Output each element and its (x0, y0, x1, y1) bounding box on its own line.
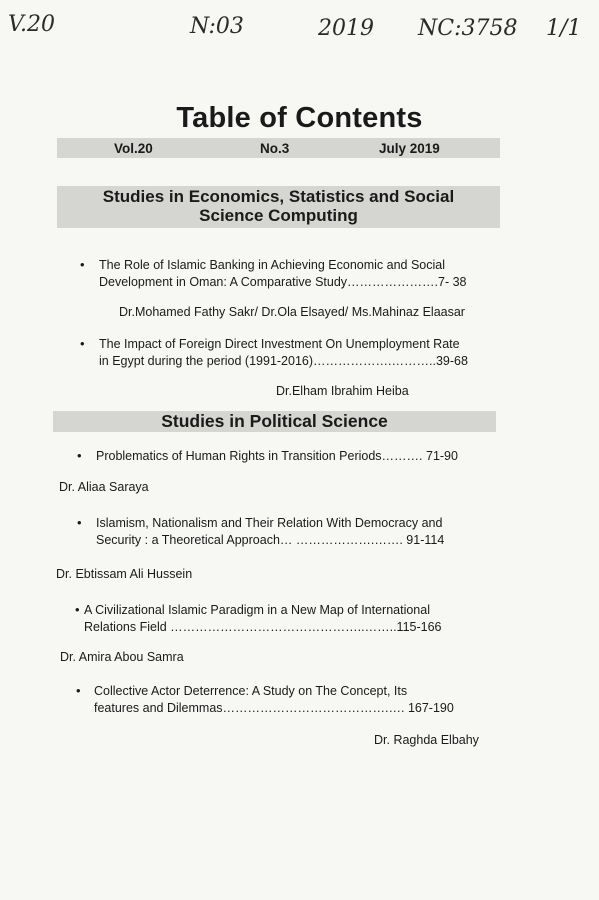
toc-entry-line: in Egypt during the period (1991-2016)……………….………..39-68 (99, 354, 468, 368)
handwritten-fraction: 1/1 (546, 16, 582, 41)
toc-entry-title (84, 602, 491, 636)
toc-entry-author: Dr. Ebtissam Ali Hussein (56, 567, 193, 581)
handwritten-year: 2019 (318, 16, 374, 41)
bullet-icon: • (80, 336, 85, 351)
toc-entry-title: Problematics of Human Rights in Transition Periods………. 71-90 (96, 449, 458, 463)
issue-date: July 2019 (379, 141, 440, 156)
toc-entry-author: Dr.Mohamed Fathy Sakr/ Dr.Ola Elsayed/ Ms.Mahinaz Elaasar (119, 305, 465, 319)
toc-entry-title (99, 336, 494, 370)
toc-entry-author: Dr. Aliaa Saraya (59, 480, 149, 494)
toc-entry-line: The Impact of Foreign Direct Investment On Unemployment Rate (99, 337, 460, 351)
bullet-icon: • (75, 602, 80, 617)
toc-entry-title (96, 515, 491, 549)
toc-entry-line: Relations Field ………………………………………..……..115-166 (84, 620, 442, 634)
toc-entry-author: Dr.Elham Ibrahim Heiba (276, 384, 409, 398)
issue-number: No.3 (260, 141, 290, 156)
toc-entry-author: Dr. Amira Abou Samra (60, 650, 184, 664)
handwritten-code: NC:3758 (418, 16, 518, 41)
toc-entry-line: Development in Oman: A Comparative Study………………….7- 38 (99, 275, 467, 289)
toc-entry-title (94, 683, 490, 717)
handwritten-number: N:03 (190, 14, 244, 39)
toc-entry-author: Dr. Raghda Elbahy (374, 733, 479, 747)
toc-entry-line: Collective Actor Deterrence: A Study on The Concept, Its (94, 684, 408, 698)
bullet-icon: • (80, 257, 85, 272)
section-title-economics (57, 187, 500, 225)
toc-entry-line: The Role of Islamic Banking in Achieving Economic and Social (99, 258, 446, 272)
section-title-line: Science Computing (199, 206, 358, 225)
bullet-icon: • (77, 448, 82, 463)
toc-entry-title (99, 257, 495, 291)
bullet-icon: • (77, 515, 82, 530)
handwritten-volume: V.20 (8, 12, 56, 37)
toc-entry-line: features and Dilemmas………………………………….…. 167-190 (94, 701, 454, 715)
section-title-political: Studies in Political Science (161, 411, 388, 431)
toc-entry-line: Security : a Theoretical Approach… ……………….……. 91-114 (96, 533, 445, 547)
section-title-line: Studies in Economics, Statistics and Social (102, 187, 455, 206)
toc-entry-line: Islamism, Nationalism and Their Relation With Democracy and (96, 516, 443, 530)
page-title: Table of Contents (176, 102, 423, 134)
toc-entry-line: A Civilizational Islamic Paradigm in a New Map of International (84, 603, 430, 617)
bullet-icon: • (76, 683, 81, 698)
issue-volume: Vol.20 (114, 141, 153, 156)
